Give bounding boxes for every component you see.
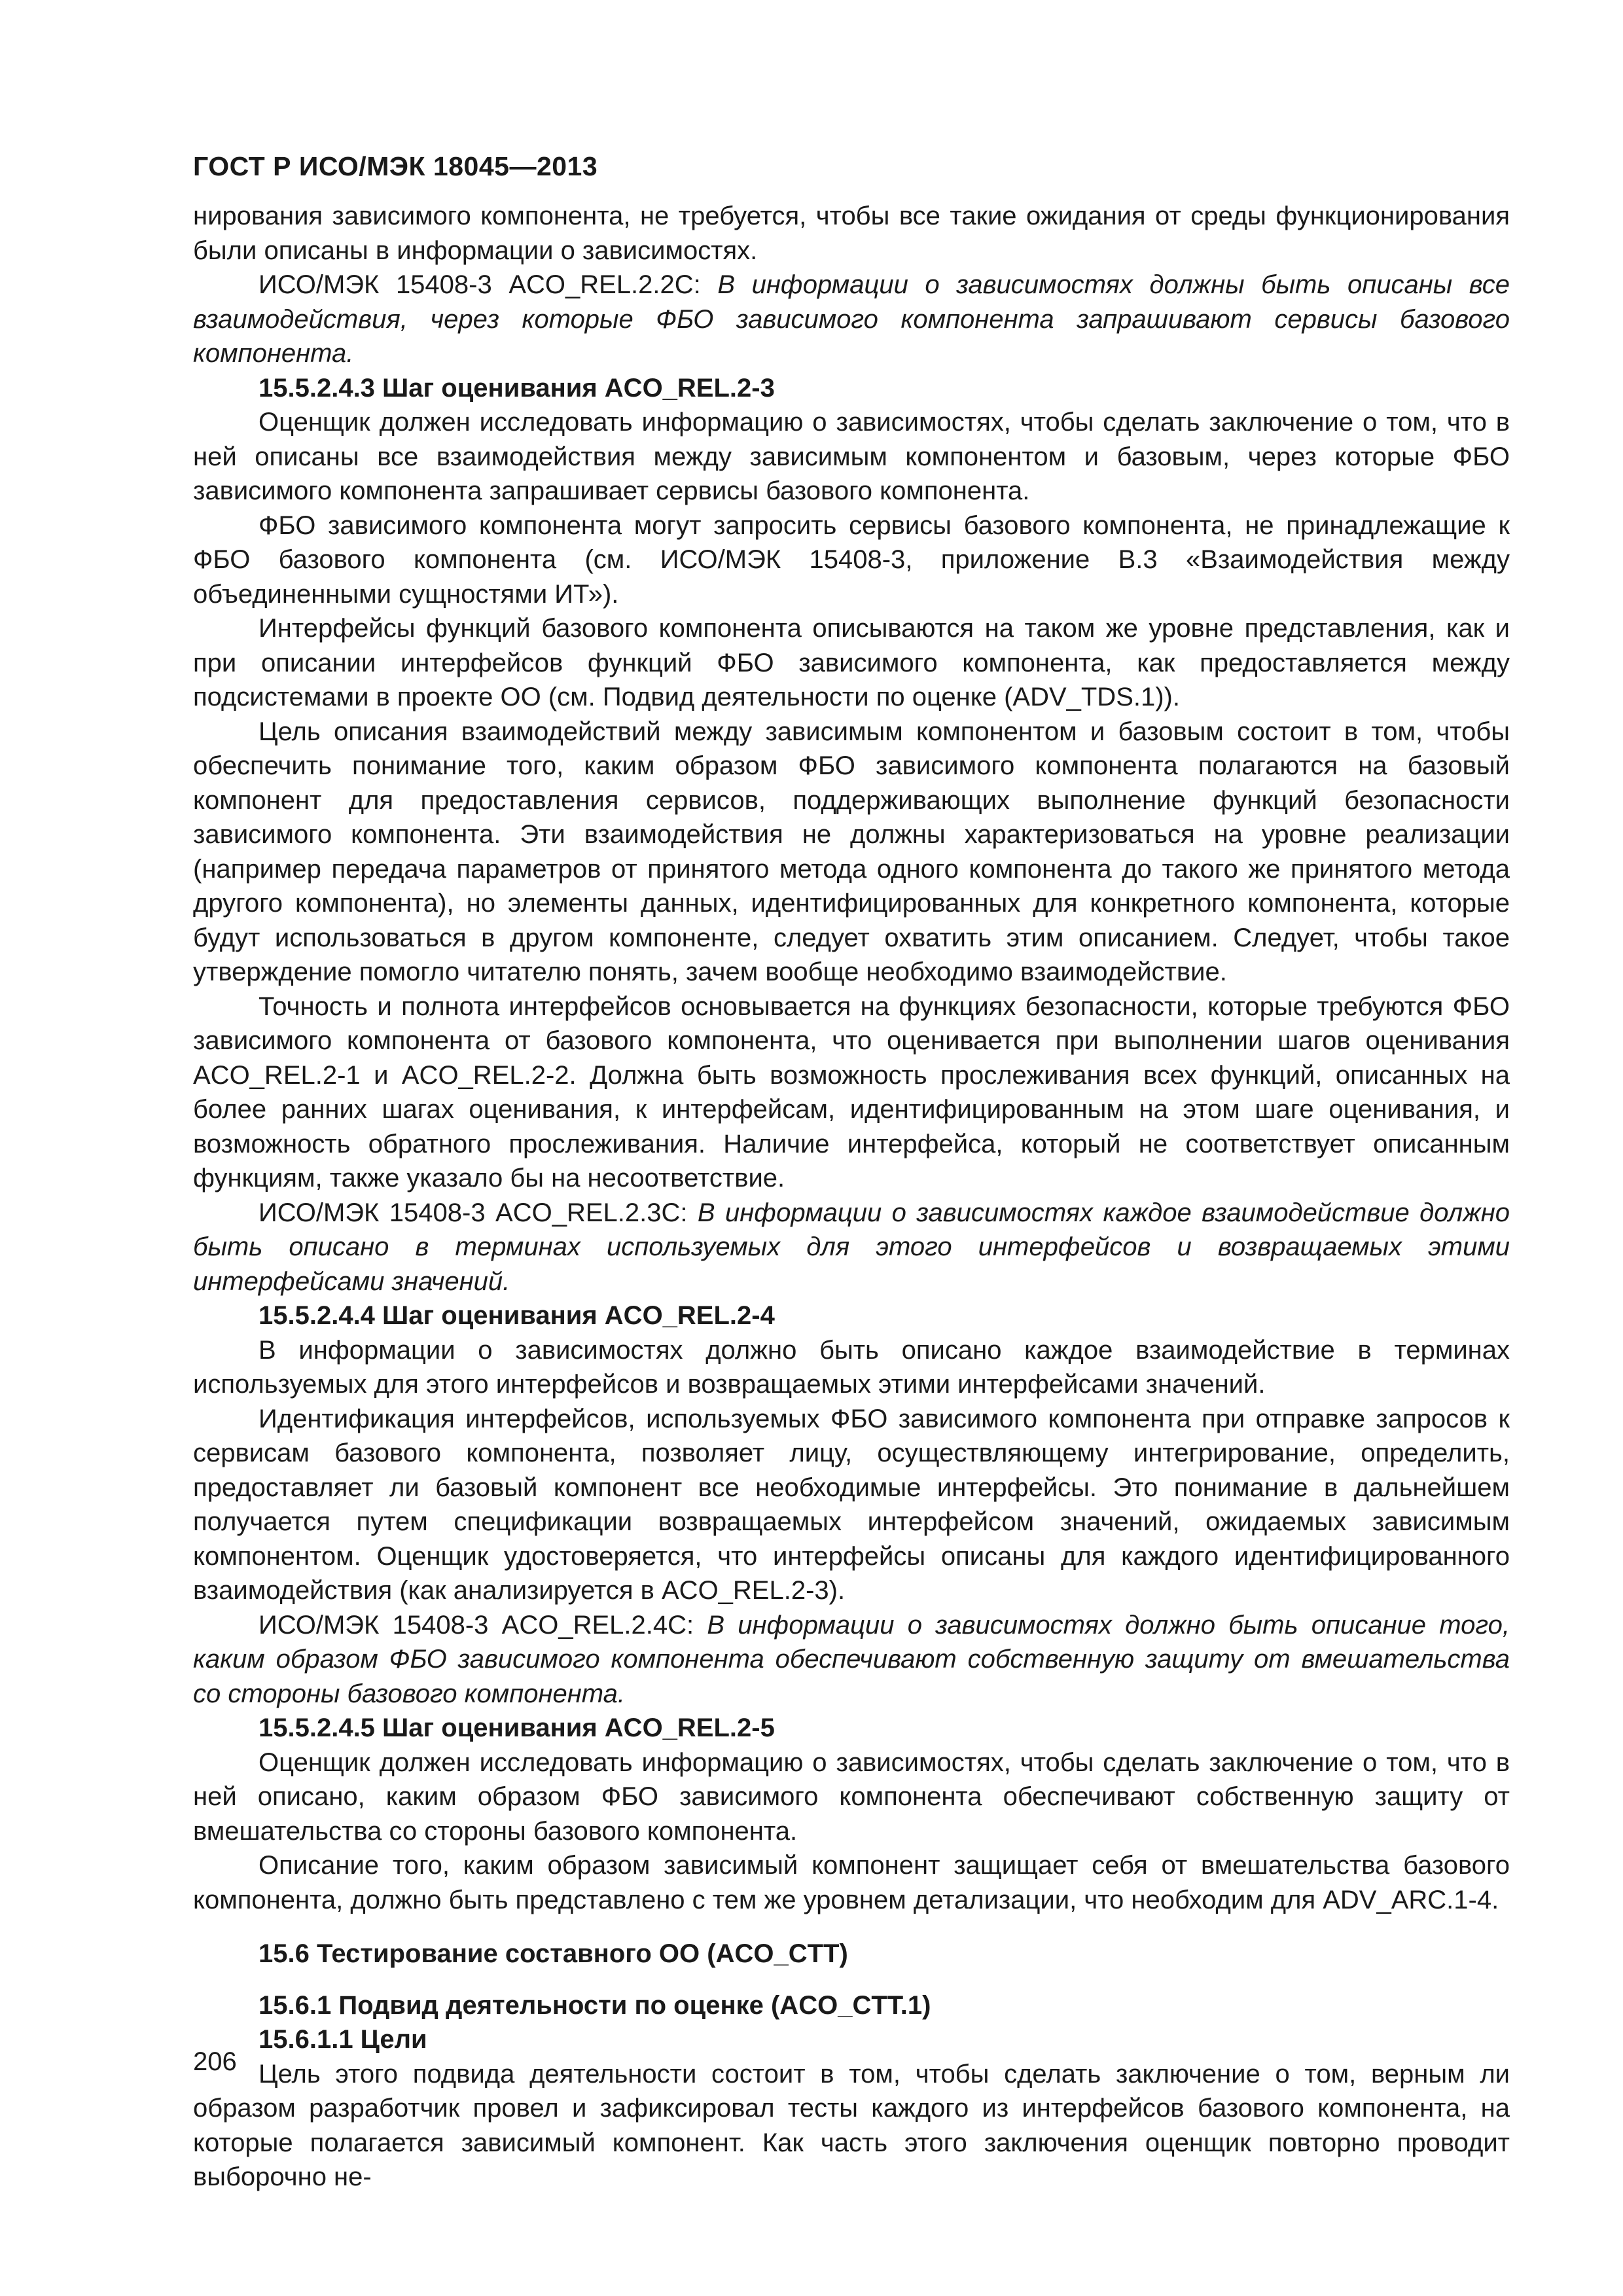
paragraph: Оценщик должен исследовать информацию о зависимостях, чтобы сделать заключение о том, что в ней описано, каким образом ФБО зависимого компонента обеспечивают собственную защиту от вмешательства со стороны базового компонента. xyxy=(193,1748,1510,1846)
subsection-heading: 15.6.1.1 Цели xyxy=(259,2025,427,2054)
requirement-paragraph xyxy=(193,1196,1510,1299)
paragraph: Точность и полнота интерфейсов основывается на функциях безопасности, которые требуются ФБО зависимого компонента от базового компонента, что оценивается при выполнении шагов оценивания ACO_REL.2-1 и ACO_REL.2-2. Должна быть возможность прослеживания всех функций, описанных на более ранних шагах оценивания, к интерфейсам, идентифицированным на этом шаге оценивания, и возможность обратного прослеживания. Наличие интерфейса, который не соответствует описанным функциям, также указало бы на несоответствие. xyxy=(193,992,1510,1193)
requirement-ref: ИСО/МЭК 15408-3 ACO_REL.2.3С: xyxy=(259,1198,698,1227)
paragraph: В информации о зависимостях должно быть описано каждое взаимодействие в терминах используемых для этого интерфейсов и возвращаемых этими интерфейсами значений. xyxy=(193,1335,1510,1399)
paragraph: Идентификация интерфейсов, используемых ФБО зависимого компонента при отправке запросов к сервисам базового компонента, позволяет лицу, осуществляющему интегрирование, определить, предоставляет ли базовый компонент все необходимые интерфейсы. Это понимание в дальнейшем получается путем спецификации возвращаемых интерфейсом значений, ожидаемых зависимым компонентом. Оценщик удостоверяется, что интерфейсы описаны для каждого идентифицированного взаимодействия (как анализируется в ACO_REL.2-3). xyxy=(193,1404,1510,1605)
section-heading: 15.5.2.4.5 Шаг оценивания ACO_REL.2-5 xyxy=(259,1713,775,1742)
page-number: 206 xyxy=(193,2047,237,2076)
requirement-text: В информации о зависимостях должны быть описаны все взаимодействия, через которые ФБО зависимого компонента запрашивают сервисы базового компонента. xyxy=(193,270,1510,368)
paragraph: Цель этого подвида деятельности состоит в том, чтобы сделать заключение о том, верным ли образом разработчик провел и зафиксировал тесты каждого из интерфейсов базового компонента, на которые полагается зависимый компонент. Как часть этого заключения оценщик повторно проводит выборочно не- xyxy=(193,2059,1510,2191)
paragraph: Интерфейсы функций базового компонента описываются на таком же уровне представления, как и при описании интерфейсов функций ФБО зависимого компонента, как предоставляется между подсистемами в проекте ОО (см. Подвид деятельности по оценке (ADV_TDS.1)). xyxy=(193,614,1510,711)
requirement-paragraph xyxy=(193,1608,1510,1712)
document-header: ГОСТ Р ИСО/МЭК 18045—2013 xyxy=(193,151,598,181)
paragraph: нирования зависимого компонента, не требуется, чтобы все такие ожидания от среды функционирования были описаны в информации о зависимостях. xyxy=(193,202,1510,265)
section-heading: 15.6 Тестирование составного ОО (ACO_CTT) xyxy=(259,1939,848,1968)
requirement-ref: ИСО/МЭК 15408-3 ACO_REL.2.2С: xyxy=(259,270,718,299)
document-page xyxy=(193,149,1510,2195)
subsection-heading: 15.6.1 Подвид деятельности по оценке (ACO_CTT.1) xyxy=(259,1990,931,2020)
requirement-text: В информации о зависимостях каждое взаимодействие должно быть описано в терминах используемых для этого интерфейсов и возвращаемых этими интерфейсами значений. xyxy=(193,1198,1510,1296)
paragraph: ФБО зависимого компонента могут запросить сервисы базового компонента, не принадлежащие к ФБО базового компонента (см. ИСО/МЭК 15408-3, приложение В.3 «Взаимодействия между объединенными сущностями ИТ»). xyxy=(193,511,1510,609)
requirement-text: В информации о зависимостях должно быть описание того, каким образом ФБО зависимого компонента обеспечивают собственную защиту от вмешательства со стороны базового компонента. xyxy=(193,1610,1510,1708)
requirement-ref: ИСО/МЭК 15408-3 ACO_REL.2.4С: xyxy=(259,1610,707,1640)
section-heading: 15.5.2.4.3 Шаг оценивания ACO_REL.2-3 xyxy=(259,373,775,403)
paragraph: Описание того, каким образом зависимый компонент защищает себя от вмешательства базового компонента, должно быть представлено с тем же уровнем детализации, что необходим для ADV_ARC.1-4. xyxy=(193,1851,1510,1914)
paragraph: Цель описания взаимодействий между зависимым компонентом и базовым состоит в том, чтобы обеспечить понимание того, каким образом ФБО зависимого компонента полагаются на базовый компонент для предоставления сервисов, поддерживающих выполнение функций безопасности зависимого компонента. Эти взаимодействия не должны характеризоваться на уровне реализации (например передача параметров от принятого метода одного компонента до такого же принятого метода другого компонента), но элементы данных, идентифицированных для конкретного компонента, которые будут использоваться в другом компоненте, следует охватить этим описанием. Следует, чтобы такое утверждение помогло читателю понять, зачем вообще необходимо взаимодействие. xyxy=(193,717,1510,986)
paragraph: Оценщик должен исследовать информацию о зависимостях, чтобы сделать заключение о том, что в ней описаны все взаимодействия между зависимым компонентом и базовым, через которые ФБО зависимого компонента запрашивает сервисы базового компонента. xyxy=(193,408,1510,505)
section-heading: 15.5.2.4.4 Шаг оценивания ACO_REL.2-4 xyxy=(259,1301,775,1330)
requirement-paragraph xyxy=(193,268,1510,371)
